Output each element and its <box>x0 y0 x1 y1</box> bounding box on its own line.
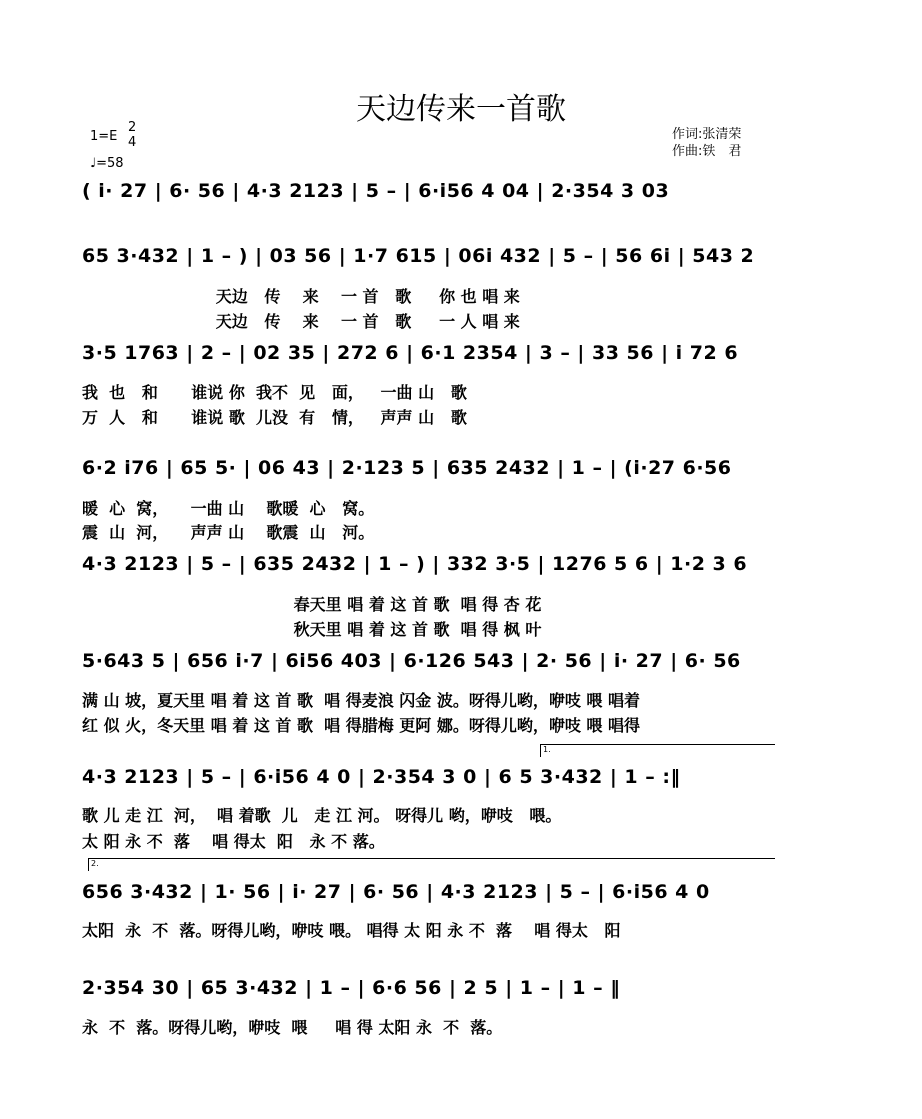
staff-line-1: ( i· 27 | 6· 56 | 4·3 2123 | 5 – | 6·i56 4 04 | 2·354 3 03 <box>82 180 670 202</box>
lyric-line-5: 暖 心 窝， 一曲 山 歌暖 心 窝。 <box>82 499 375 518</box>
tempo-marking: ♩=58 <box>90 156 124 171</box>
lyric-line-9: 满 山 坡，夏天里 唱 着 这 首 歌 唱 得麦浪 闪金 波。呀得儿哟，咿吱 喂 唱着 <box>82 691 640 710</box>
lyric-line-6: 震 山 河， 声声 山 歌震 山 河。 <box>82 523 375 542</box>
staff-line-4: 6·2 i76 | 65 5· | 06 43 | 2·123 5 | 635 2432 | 1 – | (i·27 6·56 <box>82 457 732 479</box>
lyricist: 作词:张清荣 <box>672 127 742 142</box>
key-label: 1=E <box>90 129 118 144</box>
second-ending-bracket: 2. <box>88 858 775 871</box>
lyric-line-10: 红 似 火，冬天里 唱 着 这 首 歌 唱 得腊梅 更阿 娜。呀得儿哟，咿吱 喂 唱得 <box>82 716 640 735</box>
lyric-line-12: 太 阳 永 不 落 唱 得太 阳 永 不 落。 <box>82 832 385 851</box>
staff-line-6: 5·643 5 | 656 i·7 | 6i56 403 | 6·126 543 | 2· 56 | i· 27 | 6· 56 <box>82 650 741 672</box>
song-title: 天边传来一首歌 <box>356 92 566 127</box>
time-sig-top: 2 <box>128 120 137 135</box>
staff-line-8: 656 3·432 | 1· 56 | i· 27 | 6· 56 | 4·3 2123 | 5 – | 6·i56 4 0 <box>82 881 710 903</box>
lyric-line-1: 天边 传 来 一 首 歌 你 也 唱 来 <box>82 287 520 306</box>
lyric-line-7: 春天里 唱 着 这 首 歌 唱 得 杏 花 <box>82 595 542 614</box>
staff-line-5: 4·3 2123 | 5 – | 635 2432 | 1 – ) | 332 3·5 | 1276 5 6 | 1·2 3 6 <box>82 553 748 575</box>
staff-line-2: 65 3·432 | 1 – ) | 03 56 | 1·7 615 | 06i 432 | 5 – | 56 6i | 543 2 <box>82 245 755 267</box>
time-signature <box>128 120 136 150</box>
credits <box>672 126 741 160</box>
staff-line-3: 3·5 1763 | 2 – | 02 35 | 272 6 | 6·1 2354 | 3 – | 33 56 | i 72 6 <box>82 342 739 364</box>
lyric-line-14: 永 不 落。呀得儿哟，咿吱 喂 唱 得 太阳 永 不 落。 <box>82 1018 503 1037</box>
key-signature <box>90 120 137 150</box>
lyric-line-13: 太阳 永 不 落。呀得儿哟，咿吱 喂。 唱得 太 阳 永 不 落 唱 得太 阳 <box>82 921 621 940</box>
lyric-line-4: 万 人 和 谁说 歌 儿没 有 情， 声声 山 歌 <box>82 408 467 427</box>
lyric-line-8: 秋天里 唱 着 这 首 歌 唱 得 枫 叶 <box>82 620 542 639</box>
time-sig-bottom: 4 <box>128 135 137 150</box>
lyric-line-11: 歌 儿 走 江 河， 唱 着歌 儿 走 江 河。 呀得儿 哟，咿吱 喂。 <box>82 806 562 825</box>
staff-line-9: 2·354 30 | 65 3·432 | 1 – | 6·6 56 | 2 5 | 1 – | 1 – ‖ <box>82 977 621 999</box>
first-ending-bracket: 1. <box>540 744 775 757</box>
lyric-line-2: 天边 传 来 一 首 歌 一 人 唱 来 <box>82 312 520 331</box>
staff-line-7: 4·3 2123 | 5 – | 6·i56 4 0 | 2·354 3 0 | 6 5 3·432 | 1 – :‖ <box>82 766 681 788</box>
lyric-line-3: 我 也 和 谁说 你 我不 见 面， 一曲 山 歌 <box>82 383 467 402</box>
composer: 作曲:铁 君 <box>672 144 742 159</box>
